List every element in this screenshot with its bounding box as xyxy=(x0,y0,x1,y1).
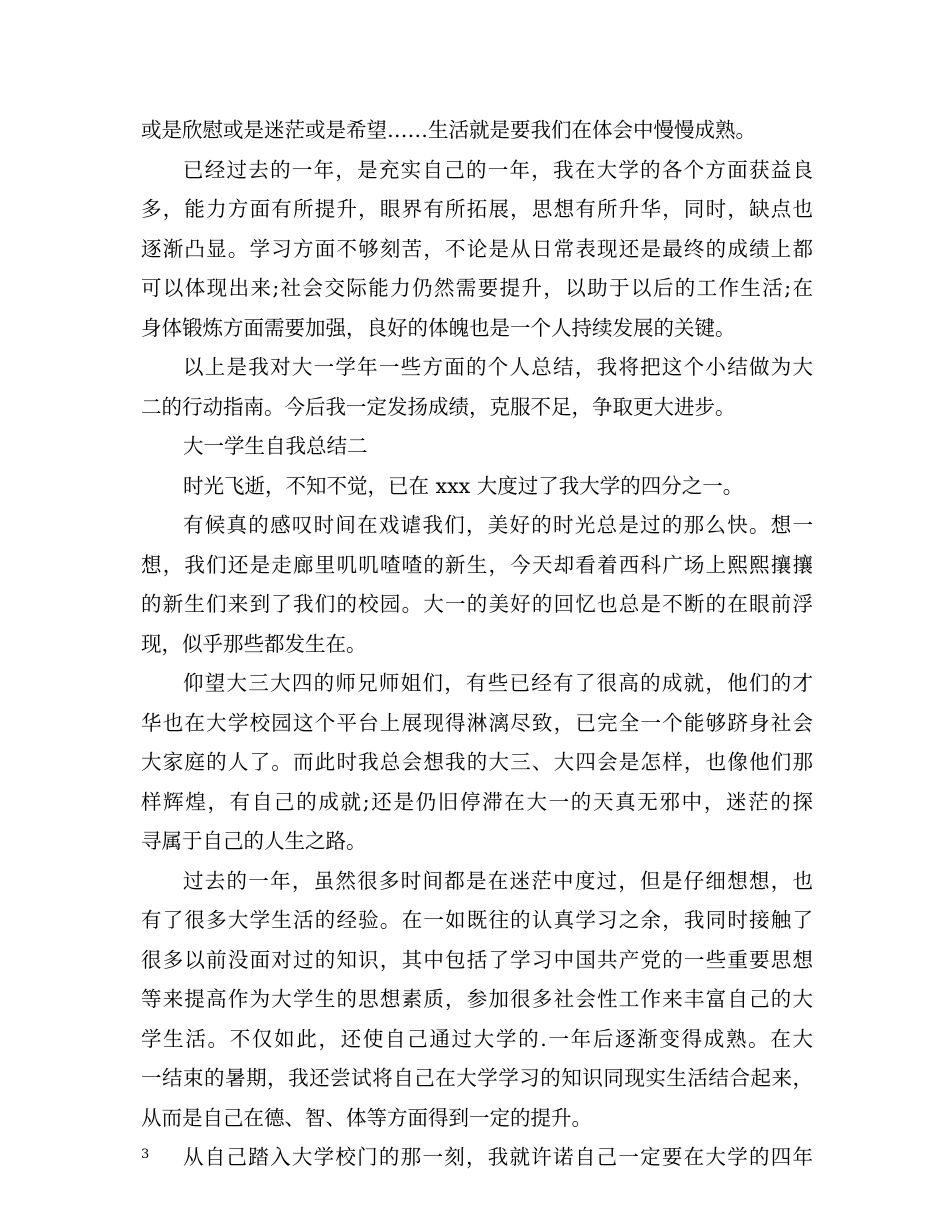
page-number: 3 xyxy=(141,1147,150,1162)
text-line: 有了很多大学生活的经验。在一如既往的认真学习之余，我同时接触了 xyxy=(141,908,813,932)
text-line: 身体锻炼方面需要加强，良好的体魄也是一个人持续发展的关键。 xyxy=(141,315,736,340)
document-body xyxy=(141,111,813,1178)
text-line: 从而是自己在德、智、体等方面得到一定的提升。 xyxy=(141,1105,592,1130)
text-line: 仰望大三大四的师兄师姐们，有些已经有了很高的成就，他们的才 xyxy=(183,671,813,695)
text-line: 学生活。不仅如此，还使自己通过大学的.一年后逐渐变得成熟。在大 xyxy=(141,1026,813,1051)
text-line: 已经过去的一年，是充实自己的一年，我在大学的各个方面获益良 xyxy=(183,157,813,182)
text-line: 现，似乎那些都发生在。 xyxy=(141,631,367,656)
text-line: 很多以前没面对过的知识，其中包括了学习中国共产党的一些重要思想 xyxy=(141,947,813,972)
text-line: 想，我们还是走廊里叽叽喳喳的新生，今天却看着西科广场上熙熙攘攘 xyxy=(141,552,813,577)
text-line: 或是欣慰或是迷茫或是希望……生活就是要我们在体会中慢慢成熟。 xyxy=(141,118,756,142)
text-line: 从自己踏入大学校门的那一刻，我就许诺自己一定要在大学的四年 xyxy=(183,1145,813,1169)
text-line: 的新生们来到了我们的校园。大一的美好的回忆也总是不断的在眼前浮 xyxy=(141,592,813,616)
text-line: 逐渐凸显。学习方面不够刻苦，不论是从日常表现还是最终的成绩上都 xyxy=(141,236,813,261)
text-line: 有候真的感叹时间在戏谑我们，美好的时光总是过的那么快。想一 xyxy=(183,513,813,537)
text-line: 二的行动指南。今后我一定发扬成绩，克服不足，争取更大进步。 xyxy=(141,394,736,419)
text-line: 等来提高作为大学生的思想素质，参加很多社会性工作来丰富自己的大 xyxy=(141,987,813,1011)
text-line: 过去的一年，虽然很多时间都是在迷茫中度过，但是仔细想想，也 xyxy=(183,868,813,893)
text-line: 华也在大学校园这个平台上展现得淋漓尽致，已完全一个能够跻身社会 xyxy=(141,710,813,735)
section-heading: 大一学生自我总结二 xyxy=(183,434,368,458)
text-line: 大家庭的人了。而此时我总会想我的大三、大四会是怎样，也像他们那 xyxy=(141,750,813,774)
text-line: 时光飞逝，不知不觉，已在 xxx 大度过了我大学的四分之一。 xyxy=(183,473,744,498)
text-line: 可以体现出来;社会交际能力仍然需要提升，以助于以后的工作生活;在 xyxy=(141,276,813,300)
text-line: 以上是我对大一学年一些方面的个人总结，我将把这个小结做为大 xyxy=(183,355,813,379)
text-line: 寻属于自己的人生之路。 xyxy=(141,829,367,853)
text-line: 样辉煌，有自己的成就;还是仍旧停滞在大一的天真无邪中，迷茫的探 xyxy=(141,789,813,814)
text-line: 多，能力方面有所提升，眼界有所拓展，思想有所升华，同时，缺点也 xyxy=(141,197,813,221)
text-line: 一结束的暑期，我还尝试将自己在大学学习的知识同现实生活结合起来， xyxy=(141,1066,813,1090)
